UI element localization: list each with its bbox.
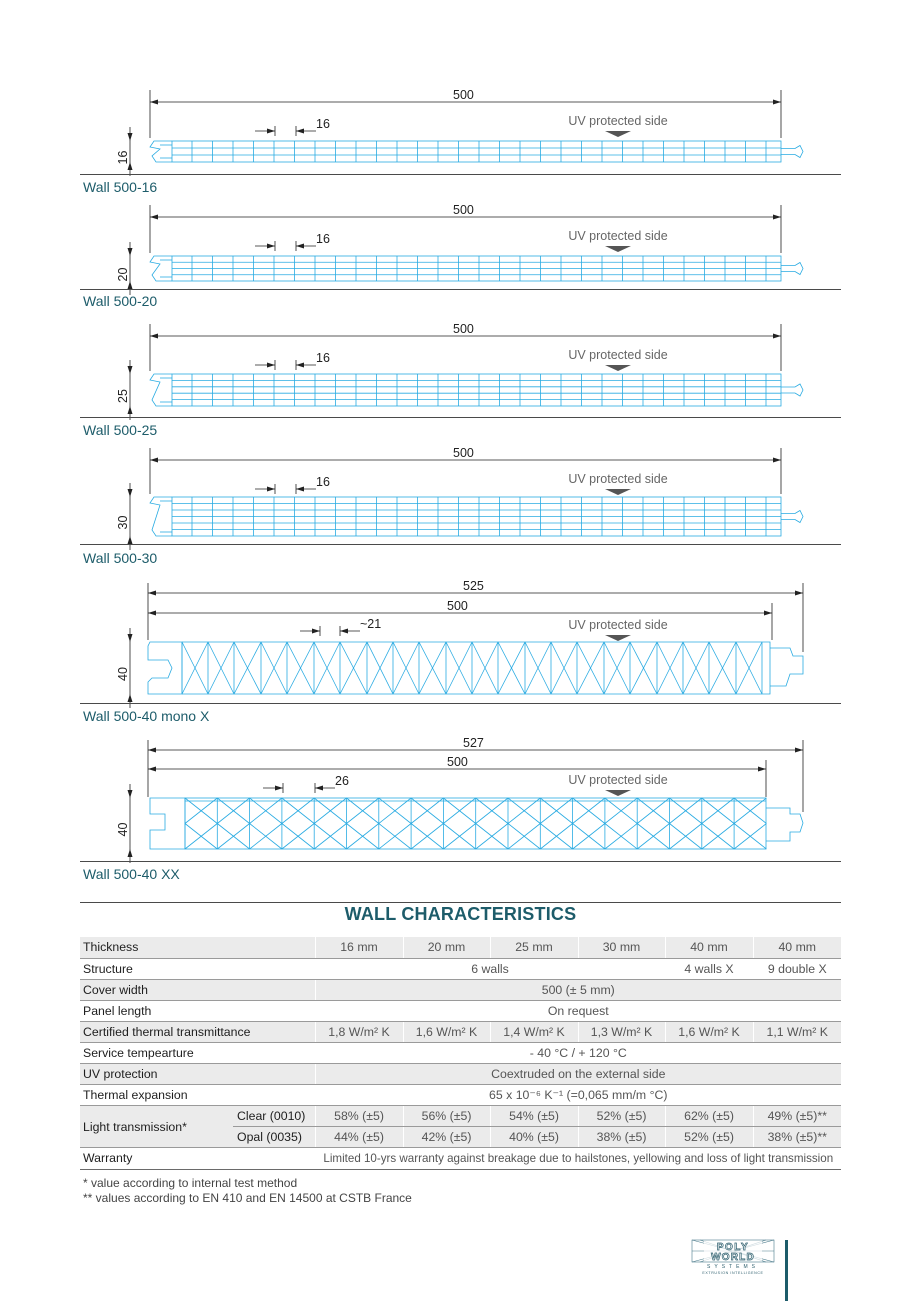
- profile-title: Wall 500-30: [83, 550, 158, 566]
- uv-arrow-icon: [605, 365, 631, 371]
- cell: 40% (±5): [490, 1127, 578, 1148]
- cell: - 40 °C / + 120 °C: [315, 1042, 841, 1063]
- row-label: Panel length: [80, 1000, 315, 1021]
- uv-arrow-icon: [605, 489, 631, 495]
- male-joint: [766, 808, 803, 841]
- arrowhead: [795, 748, 803, 753]
- uv-arrow-icon: [605, 635, 631, 641]
- cell: Coextruded on the external side: [315, 1064, 841, 1085]
- arrowhead: [773, 215, 781, 220]
- cell: 20 mm: [403, 937, 490, 958]
- cell: 54% (±5): [490, 1106, 578, 1127]
- male-joint: [781, 146, 803, 158]
- arrowhead: [312, 629, 320, 634]
- arrowhead: [267, 363, 275, 368]
- profile-title: Wall 500-40 mono X: [83, 708, 210, 724]
- arrowhead: [148, 748, 156, 753]
- profile-title: Wall 500-20: [83, 293, 158, 309]
- cell: 44% (±5): [315, 1127, 403, 1148]
- row-label: Service tempearture: [80, 1042, 315, 1063]
- cell: 500 (± 5 mm): [315, 979, 841, 1000]
- table-row: [80, 1042, 841, 1063]
- arrowhead: [148, 611, 156, 616]
- cell-dimension-label: 16: [316, 117, 330, 131]
- cell: 58% (±5): [315, 1106, 403, 1127]
- arrowhead: [128, 489, 133, 497]
- row-label: UV protection: [80, 1064, 315, 1085]
- arrowhead: [267, 244, 275, 249]
- cell: 38% (±5)**: [753, 1127, 841, 1148]
- cell: 65 x 10⁻⁶ K⁻¹ (=0,065 mm/m °C): [315, 1085, 841, 1106]
- arrowhead: [128, 790, 133, 798]
- female-joint: [150, 497, 172, 536]
- table-row: [80, 1021, 841, 1042]
- cell: 16 mm: [315, 937, 403, 958]
- uv-arrow-icon: [605, 790, 631, 796]
- width-dimension-label: 500: [453, 446, 474, 460]
- arrowhead: [764, 611, 772, 616]
- cell: 38% (±5): [578, 1127, 665, 1148]
- female-joint: [150, 374, 172, 406]
- cell: 1,3 W/m² K: [578, 1021, 665, 1042]
- uv-protected-label: UV protected side: [568, 114, 668, 128]
- arrowhead: [128, 248, 133, 256]
- cell: 25 mm: [490, 937, 578, 958]
- arrowhead: [340, 629, 348, 634]
- footnote: ** values according to EN 410 and EN 14500 at CSTB France: [83, 1191, 412, 1205]
- overall-dimension-label: 525: [463, 579, 484, 593]
- uv-arrow-icon: [605, 131, 631, 137]
- arrowhead: [758, 767, 766, 772]
- panel-profile: [148, 642, 803, 694]
- cell: 30 mm: [578, 937, 665, 958]
- uv-protected-label: UV protected side: [568, 348, 668, 362]
- panel-profile: [150, 256, 803, 281]
- cell: 52% (±5): [665, 1127, 753, 1148]
- width-dimension-label: 500: [453, 203, 474, 217]
- cell: 42% (±5): [403, 1127, 490, 1148]
- uv-protected-label: UV protected side: [568, 773, 668, 787]
- row-label: Thermal expansion: [80, 1085, 315, 1106]
- arrowhead: [773, 334, 781, 339]
- panel-outline: [172, 141, 781, 162]
- row-label: Light transmission*: [80, 1106, 233, 1148]
- cell: Limited 10-yrs warranty against breakage due to hailstones, yellowing and loss of light transmission: [315, 1148, 841, 1169]
- panel-profile: [150, 141, 803, 162]
- arrowhead: [128, 406, 133, 414]
- arrowhead: [128, 133, 133, 141]
- section-rule: [80, 174, 841, 175]
- row-label: Certified thermal transmittance: [80, 1021, 315, 1042]
- width-dimension-label: 500: [453, 88, 474, 102]
- arrowhead: [148, 767, 156, 772]
- logo-tagline: EXTRUSION INTELLIGENCE: [702, 1271, 764, 1275]
- arrowhead: [128, 536, 133, 544]
- female-joint: [148, 642, 182, 694]
- footnote: * value according to internal test method: [83, 1176, 298, 1190]
- cell: 52% (±5): [578, 1106, 665, 1127]
- sub-label: Opal (0035): [233, 1127, 315, 1148]
- table-row: [80, 1106, 841, 1127]
- cell-dimension-label: ~21: [360, 617, 382, 631]
- arrowhead: [773, 458, 781, 463]
- row-label: Thickness: [80, 937, 315, 958]
- cell: 40 mm: [665, 937, 753, 958]
- cell: 1,6 W/m² K: [665, 1021, 753, 1042]
- width-dimension-label: 500: [447, 755, 468, 769]
- male-joint: [770, 648, 803, 686]
- panel-profile: [150, 374, 803, 406]
- cell: 9 double X: [753, 958, 841, 979]
- cell-dimension-label: 16: [316, 351, 330, 365]
- logo-line2: WORLD: [711, 1252, 755, 1263]
- thickness-dimension-label: 25: [116, 389, 130, 403]
- uv-protected-label: UV protected side: [568, 472, 668, 486]
- cell: 1,4 W/m² K: [490, 1021, 578, 1042]
- table-row: [80, 1148, 841, 1169]
- arrowhead: [128, 694, 133, 702]
- arrowhead: [267, 487, 275, 492]
- cell-dimension-label: 16: [316, 475, 330, 489]
- table-row: [80, 937, 841, 958]
- arrowhead: [267, 129, 275, 134]
- thickness-dimension-label: 20: [116, 267, 130, 282]
- male-joint: [781, 511, 803, 523]
- thickness-dimension-label: 40: [116, 667, 130, 681]
- arrowhead: [296, 244, 304, 249]
- arrowhead: [150, 100, 158, 105]
- section-rule: [80, 861, 841, 862]
- cell-dimension-label: 26: [335, 774, 349, 788]
- female-joint: [150, 798, 185, 849]
- width-dimension-label: 500: [447, 599, 468, 613]
- arrowhead: [128, 849, 133, 857]
- uv-protected-label: UV protected side: [568, 229, 668, 243]
- row-label: Warranty: [80, 1148, 315, 1169]
- section-rule: [80, 703, 841, 704]
- arrowhead: [150, 215, 158, 220]
- section-rule: [80, 289, 841, 290]
- arrowhead: [296, 487, 304, 492]
- table-top-rule: [80, 902, 841, 903]
- cell: 40 mm: [753, 937, 841, 958]
- accent-bar: [785, 1240, 788, 1301]
- polyworld-logo: [690, 1238, 776, 1278]
- arrowhead: [296, 363, 304, 368]
- thickness-dimension-label: 40: [116, 822, 130, 837]
- table-row: [80, 1000, 841, 1021]
- table-title: WALL CHARACTERISTICS: [344, 904, 577, 924]
- cell: 1,6 W/m² K: [403, 1021, 490, 1042]
- row-label: Structure: [80, 958, 315, 979]
- arrowhead: [128, 634, 133, 642]
- uv-protected-label: UV protected side: [568, 618, 668, 632]
- section-rule: [80, 544, 841, 545]
- footnotes: [83, 1176, 412, 1206]
- table-row: [80, 1085, 841, 1106]
- cell: 56% (±5): [403, 1106, 490, 1127]
- arrowhead: [128, 366, 133, 374]
- profile-title: Wall 500-40 XX: [83, 866, 180, 882]
- cell: 62% (±5): [665, 1106, 753, 1127]
- arrowhead: [275, 786, 283, 791]
- profile-title: Wall 500-25: [83, 422, 158, 438]
- logo-line3: SYSTEMS: [707, 1264, 759, 1270]
- thickness-dimension-label: 16: [116, 150, 130, 165]
- uv-arrow-icon: [605, 246, 631, 252]
- arrowhead: [315, 786, 323, 791]
- thickness-dimension-label: 30: [116, 515, 130, 530]
- panel-profile: [150, 497, 803, 536]
- table-row: [80, 958, 841, 979]
- arrowhead: [773, 100, 781, 105]
- sub-label: Clear (0010): [233, 1106, 315, 1127]
- width-dimension-label: 500: [453, 322, 474, 336]
- cell: 4 walls X: [665, 958, 753, 979]
- cell: 1,1 W/m² K: [753, 1021, 841, 1042]
- table-row: [80, 1064, 841, 1085]
- female-joint: [150, 141, 172, 162]
- panel-profile: [150, 798, 803, 849]
- section-rule: [80, 417, 841, 418]
- arrowhead: [296, 129, 304, 134]
- cell-dimension-label: 16: [316, 232, 330, 246]
- row-label: Cover width: [80, 979, 315, 1000]
- logo-line1: POLY: [716, 1242, 750, 1253]
- cell: 6 walls: [315, 958, 665, 979]
- cell: On request: [315, 1000, 841, 1021]
- panel-outline: [172, 374, 781, 406]
- male-joint: [781, 263, 803, 275]
- arrowhead: [150, 334, 158, 339]
- cell: 49% (±5)**: [753, 1106, 841, 1127]
- arrowhead: [148, 591, 156, 596]
- characteristics-table: [80, 937, 841, 1170]
- arrowhead: [795, 591, 803, 596]
- table-row: [80, 979, 841, 1000]
- profile-title: Wall 500-16: [83, 179, 158, 195]
- cell: 1,8 W/m² K: [315, 1021, 403, 1042]
- arrowhead: [150, 458, 158, 463]
- male-joint: [781, 384, 803, 396]
- overall-dimension-label: 527: [463, 736, 484, 750]
